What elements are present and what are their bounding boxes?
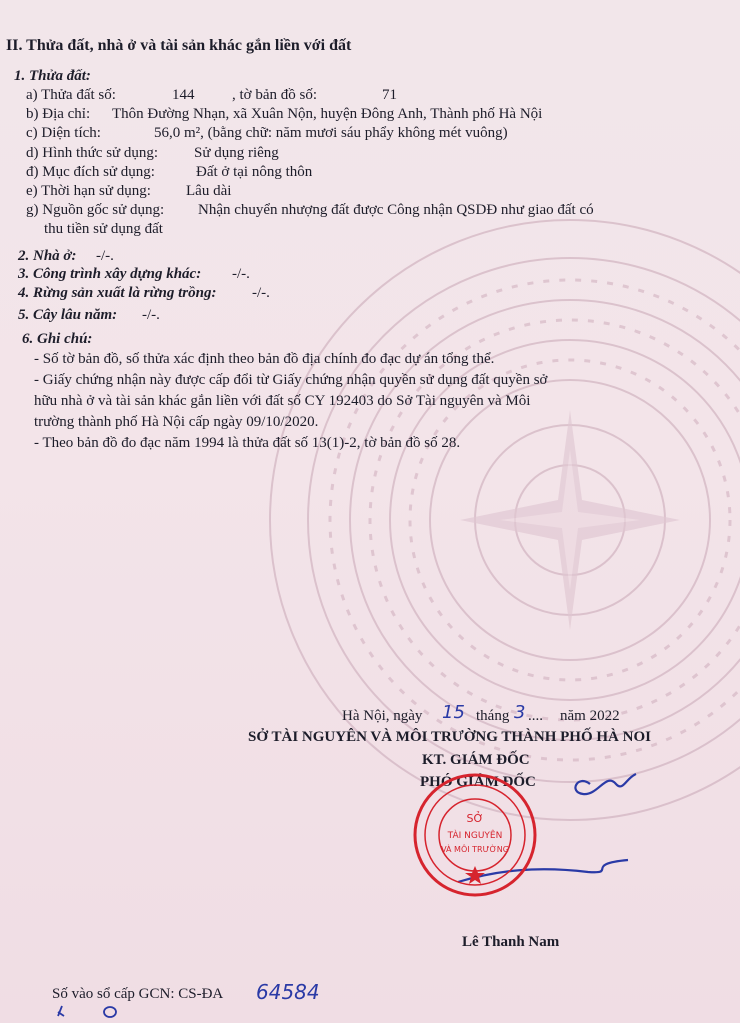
land-heading: 1. Thửa đất: [14, 68, 91, 84]
month-dots: .... [528, 708, 543, 724]
issuing-office: SỞ TÀI NGUYÊN VÀ MÔI TRƯỜNG THÀNH PHỐ HÀ NOI [248, 729, 651, 745]
perennial-value: -/-. [142, 307, 160, 323]
date-month: 3 [514, 702, 526, 723]
origin-value-line2: thu tiền sử dụng đất [44, 221, 163, 237]
section-title: II. Thửa đất, nhà ở và tài sản khác gắn liền với đất [6, 37, 352, 54]
house-label: 2. Nhà ở: [18, 248, 77, 264]
house-value: -/-. [96, 248, 114, 264]
seal-bottom-text: VÀ MÔI TRƯỜNG [441, 845, 509, 854]
kt-director: KT. GIÁM ĐỐC [422, 752, 530, 768]
deputy-director: PHÓ GIÁM ĐỐC [420, 774, 536, 790]
purpose-value: Đất ở tại nông thôn [196, 164, 313, 180]
seal-top-text: SỞ [466, 812, 484, 825]
area-value: 56,0 m², (bằng chữ: năm mươi sáu phẩy không mét vuông) [154, 125, 508, 141]
note-2-line2: hữu nhà ở và tài sản khác gắn liền với đất số CY 192403 do Sở Tài nguyên và Môi [34, 393, 531, 409]
purpose-label: đ) Mục đích sử dụng: [26, 164, 155, 180]
parcel-number: 144 [172, 87, 195, 103]
usage-form-label: d) Hình thức sử dụng: [26, 145, 159, 161]
official-seal-icon [410, 770, 540, 900]
signer-name: Lê Thanh Nam [462, 934, 560, 950]
note-2-line1: - Giấy chứng nhận này được cấp đổi từ Giấy chứng nhận quyền sử dụng đất quyền sở [34, 372, 548, 388]
date-year: năm 2022 [560, 708, 620, 724]
area-label: c) Diện tích: [26, 125, 101, 141]
notes-heading: 6. Ghi chú: [22, 331, 93, 347]
note-3: - Theo bản đồ đo đạc năm 1994 là thửa đất số 13(1)-2, tờ bản đồ số 28. [34, 435, 461, 451]
seal-mid-text: TÀI NGUYÊN [447, 831, 503, 841]
forest-label: 4. Rừng sản xuất là rừng trồng: [18, 285, 217, 301]
note-2-line3: trường thành phố Hà Nội cấp ngày 09/10/2020. [34, 414, 319, 430]
note-1: - Số tờ bản đồ, số thửa xác định theo bản đồ địa chính đo đạc dự án tổng thể. [34, 351, 495, 367]
registry-label: Số vào sổ cấp GCN: CS-ĐA [52, 986, 224, 1002]
perennial-label: 5. Cây lâu năm: [18, 307, 118, 323]
origin-label: g) Nguồn gốc sử dụng: [26, 202, 165, 218]
address-label: b) Địa chỉ: [26, 106, 91, 122]
construction-value: -/-. [232, 266, 250, 282]
origin-value-line1: Nhận chuyển nhượng đất được Công nhận QSDĐ như giao đất có [198, 202, 594, 218]
address-value: Thôn Đường Nhạn, xã Xuân Nộn, huyện Đông Anh, Thành phố Hà Nội [112, 106, 543, 122]
month-label: tháng [476, 708, 510, 724]
map-sheet-number: 71 [382, 87, 397, 103]
forest-value: -/-. [252, 285, 270, 301]
registry-number: 64584 [256, 980, 320, 1004]
term-label: e) Thời hạn sử dụng: [26, 183, 151, 199]
term-value: Lâu dài [186, 183, 232, 199]
date-day: 15 [442, 702, 465, 723]
construction-label: 3. Công trình xây dựng khác: [18, 266, 202, 282]
usage-form-value: Sử dụng riêng [194, 145, 279, 161]
initials-scribble-icon [50, 1000, 140, 1022]
date-prefix: Hà Nội, ngày [342, 708, 423, 724]
map-sheet-label: , tờ bản đồ số: [232, 87, 318, 103]
parcel-label: a) Thửa đất số: [26, 87, 116, 103]
